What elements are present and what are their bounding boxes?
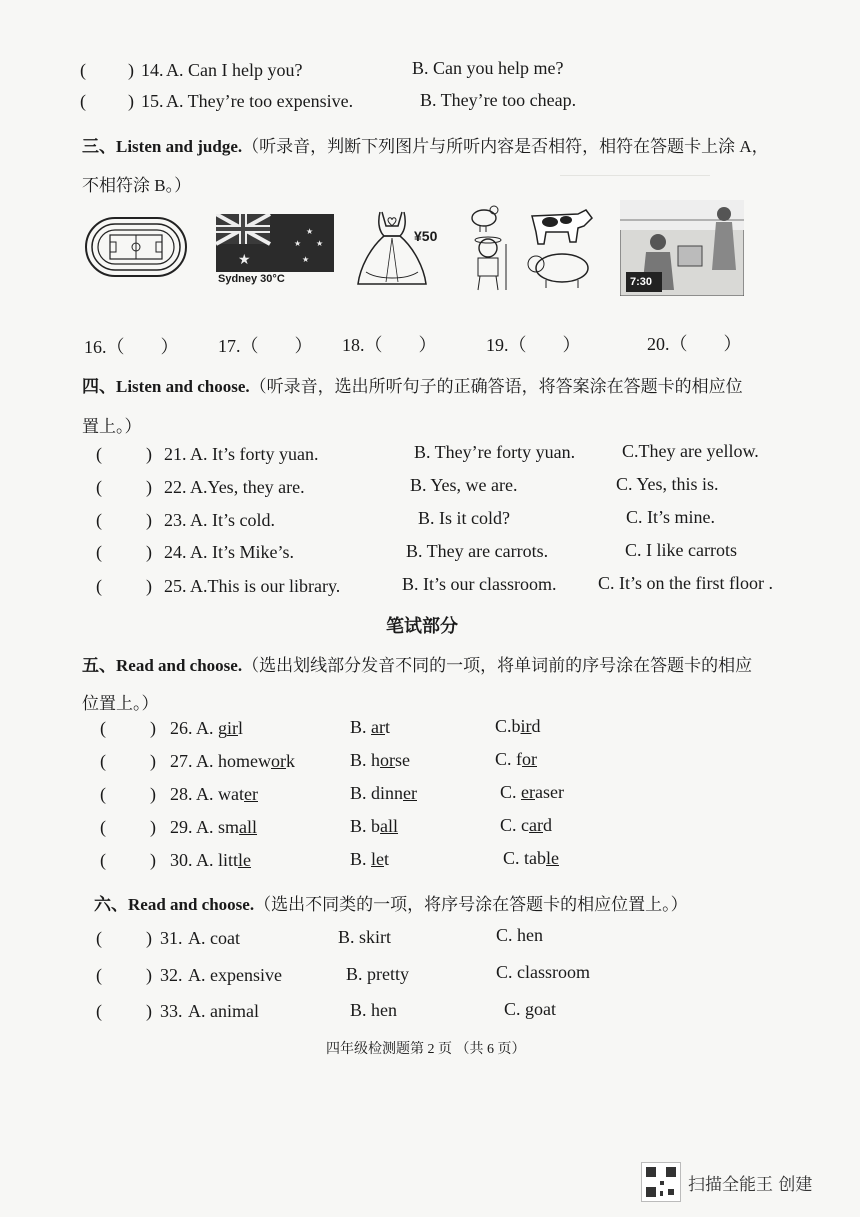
dress-icon [356, 208, 428, 290]
option-a: A. small [196, 817, 258, 837]
question-number: 14. [141, 60, 164, 80]
answer-paren: ( [96, 965, 102, 985]
question-number: 25. [164, 576, 187, 596]
option-b: B. dinner [350, 783, 417, 803]
option-b: B. Is it cold? [418, 508, 510, 528]
option-b: B. hen [350, 1000, 397, 1020]
section-title: Listen and judge. [116, 137, 243, 156]
answer-paren: ) [146, 965, 152, 985]
price-tag: ¥50 [414, 228, 438, 244]
section-title: Read and choose. [116, 656, 243, 675]
option-c: C. I like carrots [625, 540, 737, 560]
section-4-heading [82, 372, 743, 397]
option-b: B. They’re too cheap. [420, 90, 577, 110]
question-number: 22. [164, 477, 187, 497]
underlined-sound: le [238, 850, 252, 870]
question-number: 24. [164, 542, 187, 562]
answer-paren-close: ) [128, 91, 134, 111]
option-c: C. It’s on the first floor . [598, 573, 773, 593]
australia-flag-picture [216, 214, 334, 290]
option-b: B. horse [350, 750, 411, 770]
underlined-sound: or [271, 751, 286, 771]
option-a: A. expensive [188, 965, 282, 985]
section-5-heading [82, 651, 752, 676]
underlined-sound: ar [529, 815, 543, 835]
section-3-heading [82, 132, 769, 157]
underlined-sound: le [546, 848, 559, 868]
option-a: A. girl [196, 718, 244, 738]
section-number: 五、 [82, 656, 116, 675]
option-a: A. It’s forty yuan. [190, 444, 319, 464]
clock-time: 7:30 [630, 276, 653, 288]
answer-blank-16: 16.（ ） [84, 337, 179, 357]
australia-flag-icon [216, 214, 334, 272]
answer-paren-open: ( [80, 60, 86, 80]
option-a: A. water [196, 784, 258, 804]
question-number: 15. [141, 91, 164, 111]
bleed-through [560, 175, 710, 186]
page-footer: 四年级检测题第 2 页 （共 6 页） [326, 1042, 526, 1057]
option-b: B. Can you help me? [412, 58, 564, 78]
option-a: A.This is our library. [190, 576, 341, 596]
answer-paren: ( [96, 510, 102, 530]
qr-code-icon [641, 1162, 681, 1202]
question-number: 23. [164, 510, 187, 530]
answer-paren: ( [96, 444, 102, 464]
option-a: A. coat [188, 928, 240, 948]
flag-caption: Sydney 30°C [218, 273, 285, 285]
answer-paren: ( [96, 928, 102, 948]
sports-field-icon [84, 214, 188, 280]
section-4-instruction-2: 置上。） [82, 417, 142, 436]
section-number: 三、 [82, 137, 116, 156]
svg-text:★: ★ [294, 239, 302, 248]
underlined-sound: or [522, 749, 537, 769]
section-number: 六、 [94, 895, 128, 914]
option-a: A. Can I help you? [166, 60, 303, 80]
option-b: B. art [350, 717, 391, 737]
dress-picture [356, 208, 456, 290]
option-b: B. They’re forty yuan. [414, 442, 576, 462]
answer-blank-19: 19.（ ） [486, 335, 581, 355]
question-number: 33. [160, 1001, 183, 1021]
option-c: C.They are yellow. [622, 441, 759, 461]
option-c: C. table [503, 848, 559, 868]
option-a: A. It’s cold. [190, 510, 275, 530]
section-title: Read and choose. [128, 895, 255, 914]
option-b: B. They are carrots. [406, 541, 549, 561]
underlined-sound: ar [371, 717, 385, 737]
underlined-sound: all [239, 817, 258, 837]
answer-paren: ) [150, 751, 156, 771]
answer-paren: ( [96, 477, 102, 497]
option-b: B. skirt [338, 927, 392, 947]
section-6-heading [94, 890, 688, 915]
option-c: C. Yes, this is. [616, 474, 719, 494]
answer-paren: ) [150, 850, 156, 870]
option-c: C. It’s mine. [626, 507, 715, 527]
section-instruction: （选出不同类的一项，将序号涂在答题卡的相应位置上。） [254, 895, 688, 914]
farm-animals-icon [466, 202, 598, 294]
answer-paren: ) [146, 444, 152, 464]
answer-paren: ) [150, 784, 156, 804]
answer-paren-close: ) [128, 60, 134, 80]
option-c: C. card [500, 815, 552, 835]
option-a: A. homework [196, 751, 295, 771]
option-c: C. goat [504, 999, 556, 1019]
option-c: C. eraser [500, 782, 564, 802]
option-a: A.Yes, they are. [190, 477, 305, 497]
answer-paren: ) [150, 817, 156, 837]
underlined-sound: er [521, 782, 535, 802]
answer-paren-open: ( [80, 91, 86, 111]
option-b: B. pretty [346, 964, 409, 984]
school-scene-picture [620, 200, 744, 296]
answer-paren: ) [150, 718, 156, 738]
answer-paren: ( [100, 784, 106, 804]
question-number: 21. [164, 444, 187, 464]
underlined-sound: er [244, 784, 258, 804]
answer-paren: ) [146, 928, 152, 948]
answer-paren: ) [146, 1001, 152, 1021]
option-c: C. classroom [496, 962, 590, 982]
option-a: A. They’re too expensive. [166, 91, 354, 111]
underlined-sound: ir [227, 718, 238, 738]
section-instruction: （听录音，选出所听句子的正确答语，将答案涂在答题卡的相应位 [249, 377, 743, 396]
option-b: B. ball [350, 816, 399, 836]
question-number: 29. [170, 817, 193, 837]
answer-paren: ) [146, 542, 152, 562]
answer-paren: ) [146, 477, 152, 497]
underlined-sound: er [403, 783, 417, 803]
written-part-title: 笔试部分 [386, 616, 458, 636]
option-c: C.bird [495, 716, 541, 736]
svg-text:★: ★ [316, 239, 324, 248]
question-number: 27. [170, 751, 193, 771]
section-title: Listen and choose. [116, 377, 250, 396]
answer-paren: ) [146, 576, 152, 596]
answer-paren: ( [100, 718, 106, 738]
section-instruction: （选出划线部分发音不同的一项，将单词前的序号涂在答题卡的相应 [242, 656, 753, 675]
option-b: B. It’s our classroom. [402, 574, 557, 594]
answer-blank-18: 18.（ ） [342, 335, 437, 355]
question-number: 31. [160, 928, 183, 948]
option-b: B. let [350, 849, 390, 869]
section-3-instruction-2: 不相符涂 B。） [82, 176, 192, 195]
question-number: 32. [160, 965, 183, 985]
question-number: 26. [170, 718, 193, 738]
answer-paren: ) [146, 510, 152, 530]
question-number: 28. [170, 784, 193, 804]
option-c: C. hen [496, 925, 543, 945]
question-number: 30. [170, 850, 193, 870]
svg-text:★: ★ [306, 227, 314, 236]
option-a: A. It’s Mike’s. [190, 542, 295, 562]
option-a: A. animal [188, 1001, 259, 1021]
answer-paren: ( [96, 542, 102, 562]
option-a: A. little [196, 850, 252, 870]
svg-text:★: ★ [302, 255, 310, 264]
underlined-sound: or [380, 750, 396, 770]
option-c: C. for [495, 749, 537, 769]
answer-paren: ( [96, 1001, 102, 1021]
answer-blank-20: 20.（ ） [647, 334, 742, 354]
section-5-instruction-2: 位置上。） [82, 694, 159, 713]
svg-text:★: ★ [238, 252, 251, 268]
answer-paren: ( [96, 576, 102, 596]
scanner-watermark: 扫描全能王 创建 [688, 1175, 813, 1195]
section-instruction: （听录音，判断下列图片与所听内容是否相符，相符在答题卡上涂 A， [242, 137, 769, 156]
underlined-sound: ir [520, 716, 532, 736]
underlined-sound: le [371, 849, 385, 869]
answer-paren: ( [100, 850, 106, 870]
section-number: 四、 [82, 377, 116, 396]
answer-paren: ( [100, 751, 106, 771]
answer-paren: ( [100, 817, 106, 837]
option-b: B. Yes, we are. [410, 475, 518, 495]
underlined-sound: all [380, 816, 399, 836]
answer-blank-17: 17.（ ） [218, 336, 313, 356]
